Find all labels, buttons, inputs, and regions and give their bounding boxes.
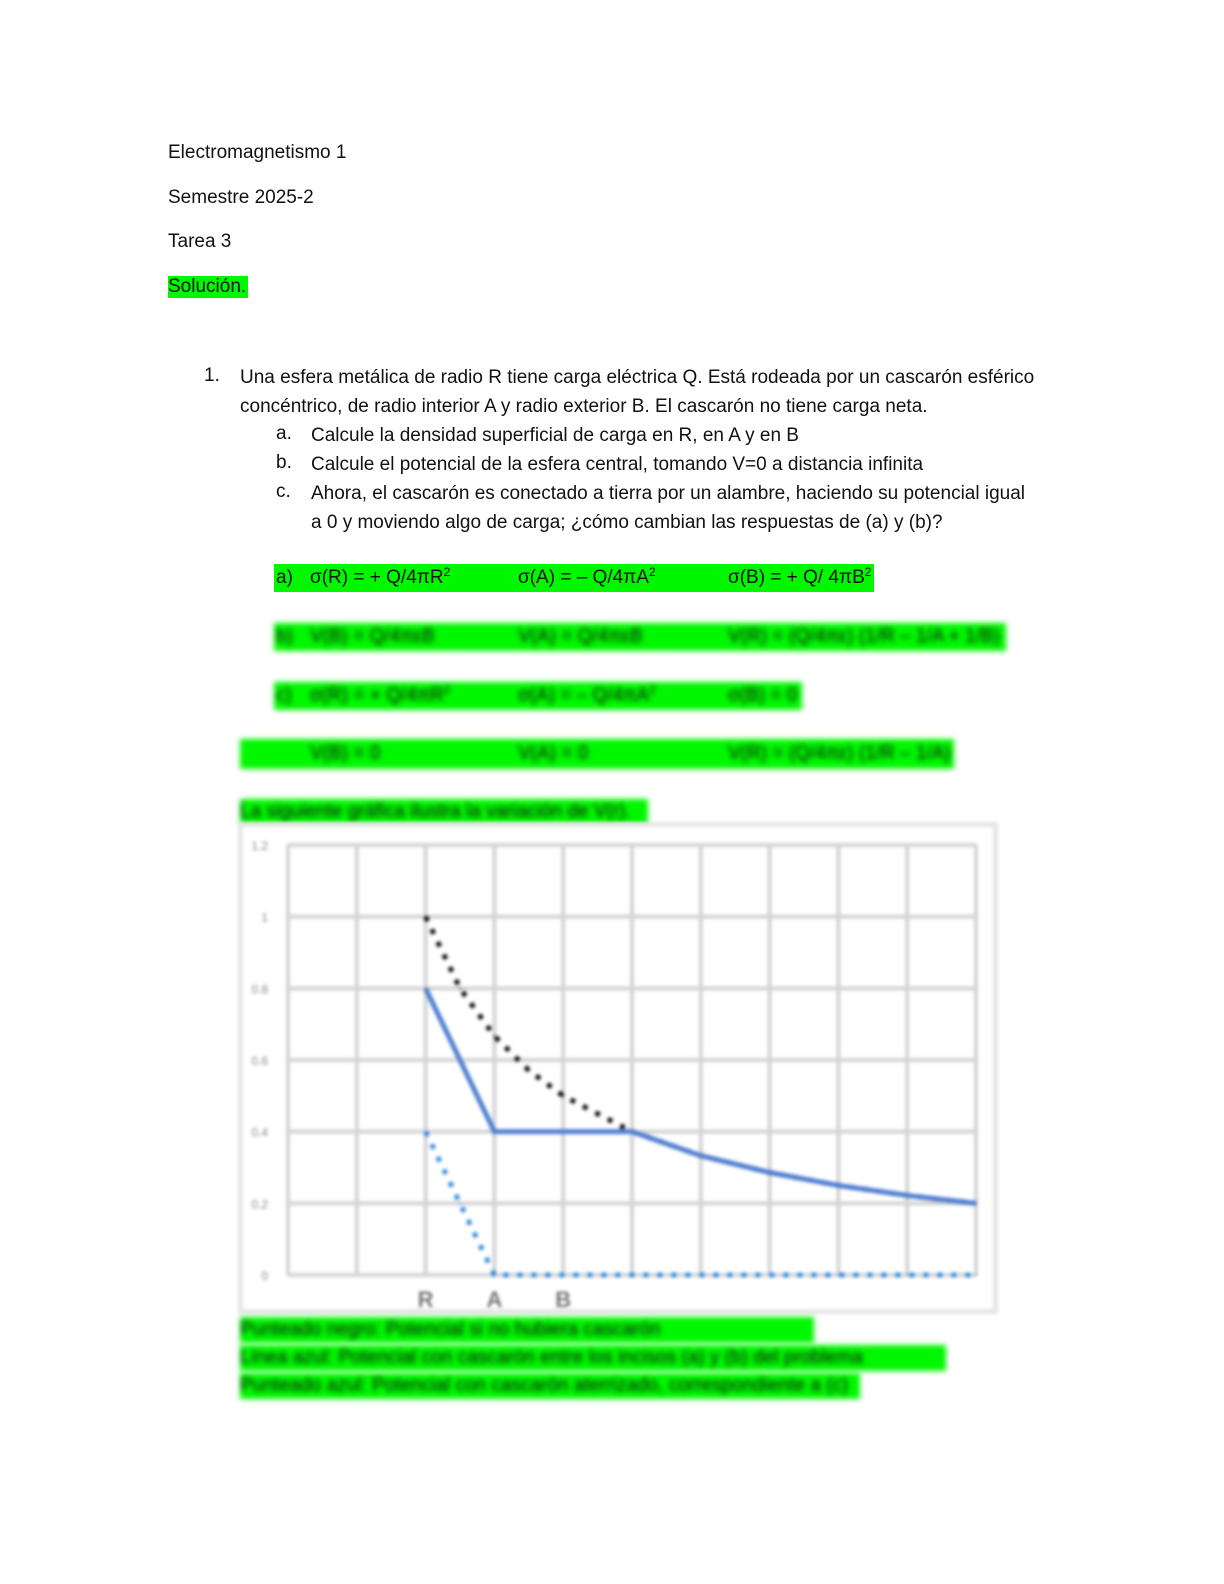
y-tick-label: 0.2 xyxy=(251,1197,268,1212)
legend-blue-line: Línea azul: Potencial con cascarón entre los incisos (a) y (b) del problema xyxy=(240,1345,946,1371)
answer-c-vr: V(R) = (Q/4πε) (1/R – 1/A) xyxy=(728,743,951,764)
part-b-label: b. xyxy=(276,452,292,473)
potential-chart-svg xyxy=(243,827,993,1309)
data-point xyxy=(425,987,427,989)
data-point xyxy=(459,1202,461,1204)
data-point xyxy=(562,1274,564,1276)
data-point xyxy=(425,916,427,918)
question-number: 1. xyxy=(204,365,220,386)
y-tick-label: 0.8 xyxy=(251,982,268,997)
data-point xyxy=(459,1059,461,1061)
part-b-text: Calcule el potencial de la esfera central, tomando V=0 a distancia infinita xyxy=(311,454,924,475)
data-point xyxy=(700,1274,702,1276)
x-tick-label: R xyxy=(417,1287,434,1309)
x-tick-label: B xyxy=(555,1287,572,1309)
data-point xyxy=(837,1184,839,1186)
answer-c-label: c) xyxy=(276,685,292,706)
semester: Semestre 2025-2 xyxy=(168,187,314,208)
y-tick-label: 1 xyxy=(261,910,268,925)
answer-b-vb: V(B) = Q/4πεB xyxy=(310,626,435,647)
assignment-title: Tarea 3 xyxy=(168,231,232,252)
part-a-label: a. xyxy=(276,423,292,444)
answer-a-sigma-r: σ(R) = + $Q/4\pi R^2$ xyxy=(310,565,451,588)
data-point xyxy=(493,1131,495,1133)
data-point xyxy=(906,1194,908,1196)
y-tick-label: 0 xyxy=(261,1269,268,1283)
y-tick-label: 0.4 xyxy=(251,1125,268,1140)
answer-a-band xyxy=(274,564,874,592)
potential-chart xyxy=(238,822,998,1314)
data-point xyxy=(528,1069,530,1071)
data-point xyxy=(562,1095,564,1097)
answer-a-sigma-b: σ(B) = + Q/ $4\pi B^2$ xyxy=(728,565,872,588)
part-c-label: c. xyxy=(276,481,291,502)
part-c-text: Ahora, el cascarón es conectado a tierra por un alambre, haciendo su potencial igual a 0 y moviendo algo de carga; ¿cómo cambian las respuestas de (a) y (b)? xyxy=(311,483,1025,533)
data-point xyxy=(906,1274,908,1276)
data-point xyxy=(700,1155,702,1157)
data-point xyxy=(631,1274,633,1276)
y-tick-label: 1.2 xyxy=(251,839,268,853)
answer-c-va: V(A) = 0 xyxy=(518,743,589,764)
answer-b-band xyxy=(274,623,1006,651)
data-point xyxy=(975,1202,977,1204)
legend-black-dotted: Punteado negro: Potencial si no hubiera cascarón xyxy=(240,1317,814,1343)
answer-c-potential-band xyxy=(240,739,954,769)
y-tick-label: 0.6 xyxy=(251,1054,268,1068)
part-a-text: Calcule la densidad superficial de carga en R, en A y en B xyxy=(311,425,799,446)
data-point xyxy=(459,987,461,989)
course-title: Electromagnetismo 1 xyxy=(168,142,347,163)
legend-blue-dotted: Punteado azul: Potencial con cascarón aterrizado, correspondiente a (c) xyxy=(240,1373,860,1399)
data-point xyxy=(975,1274,977,1276)
answer-c-vb: V(B) = 0 xyxy=(310,743,381,764)
data-point xyxy=(769,1274,771,1276)
x-tick-label: A xyxy=(486,1287,503,1309)
answer-b-label: b) xyxy=(276,626,293,647)
data-point xyxy=(562,1131,564,1133)
data-point xyxy=(493,1035,495,1037)
data-point xyxy=(769,1172,771,1174)
answer-b-vr: V(R) = (Q/4πε) (1/R – 1/A + 1/B) xyxy=(728,626,1000,647)
data-point xyxy=(631,1131,633,1133)
data-point xyxy=(493,1274,495,1276)
solution-label: Solución. xyxy=(168,276,247,297)
answer-c-sigma-a: σ(A) = – $Q/4\pi A^2$ xyxy=(518,683,656,706)
figure-caption: La siguiente gráfica ilustra la variación de V(r). xyxy=(240,799,648,825)
answer-c-sigma-b: σ(B) = 0 xyxy=(728,685,798,706)
data-point xyxy=(425,1131,427,1133)
answer-a-label: a) xyxy=(276,567,293,588)
answer-c-band xyxy=(274,682,802,710)
answer-b-va: V(A) = Q/4πεB xyxy=(518,626,643,647)
data-point xyxy=(837,1274,839,1276)
question-text: Una esfera metálica de radio R tiene carga eléctrica Q. Está rodeada por un cascarón esférico concéntrico, de radio interior A y radio exterior B. El cascarón no tiene carga neta. xyxy=(240,367,1035,417)
answer-c-sigma-r: σ(R) = + $Q/4\pi R^2$ xyxy=(310,683,451,706)
answer-a-sigma-a: σ(A) = – $Q/4\pi A^2$ xyxy=(518,565,656,588)
